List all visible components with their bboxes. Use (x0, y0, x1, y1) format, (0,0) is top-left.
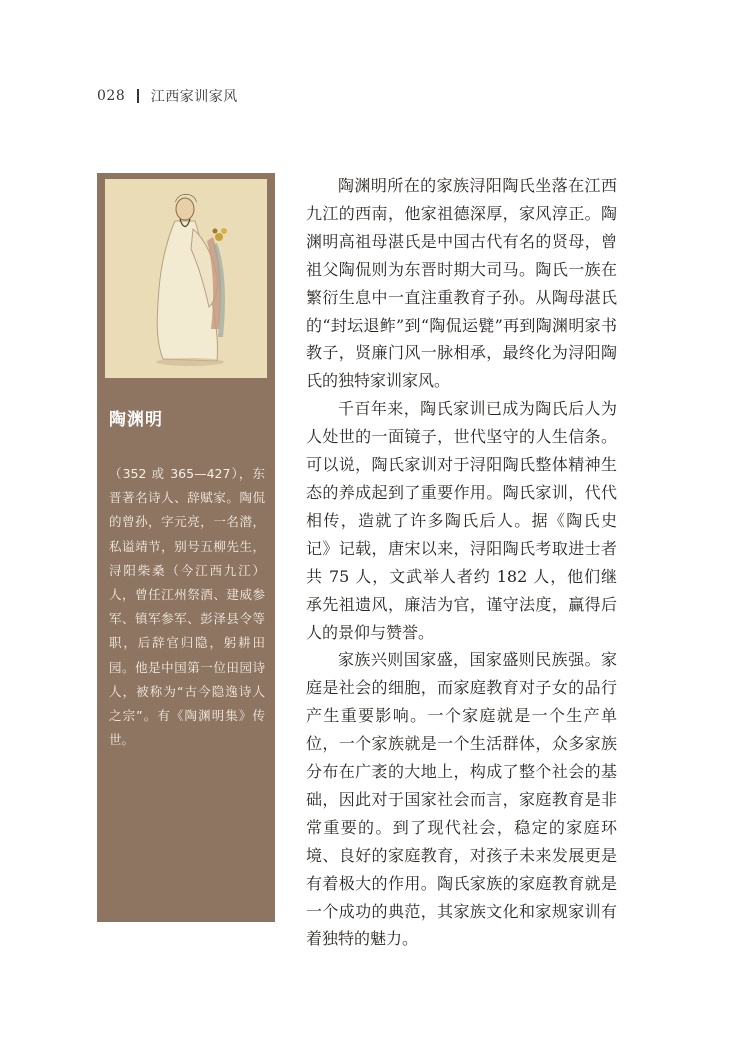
paragraph: 陶渊明所在的家族浔阳陶氏坐落在江西九江的西南，他家祖德深厚，家风淳正。陶渊明高祖母湛氏是中国古代有名的贤母，曾祖父陶侃则为东晋时期大司马。陶氏一族在繁衍生息中一直注重教育子孙。从陶母湛氏的“封坛退鲊”到“陶侃运甓”再到陶渊明家书教子，贤廉门风一脉相承，最终化为浔阳陶氏的独特家训家风。 (306, 176, 617, 391)
header-divider (137, 89, 139, 103)
person-bio: （352 或 365—427），东晋著名诗人、辞赋家。陶侃的曾孙，字元亮，一名潜，私谥靖节，别号五柳先生，浔阳柴桑（今江西九江）人，曾任江州祭酒、建威参军、镇军参军、彭泽县令等职，后辞官归隐，躬耕田园。他是中国第一位田园诗人，被称为“古今隐逸诗人之宗”。有《陶渊明集》传世。 (109, 466, 265, 748)
book-title: 江西家训家风 (150, 89, 238, 105)
person-name: 陶渊明 (109, 410, 163, 430)
page-number: 028 (97, 88, 126, 104)
portrait-image (105, 179, 267, 378)
running-header (97, 86, 238, 106)
sidebar-panel (97, 173, 275, 922)
paragraph: 家族兴则国家盛，国家盛则民族强。家庭是社会的细胞，而家庭教育对子女的品行产生重要影响。一个家庭就是一个生产单位，一个家族就是一个生活群体，众多家族分布在广袤的大地上，构成了整个社会的基础，因此对于国家社会而言，家庭教育是非常重要的。到了现代社会，稳定的家庭环境、良好的家庭教育，对孩子未来发展更是有着极大的作用。陶氏家族的家庭教育就是一个成功的典范，其家族文化和家规家训有着独特的魅力。 (306, 650, 617, 949)
main-text (306, 172, 617, 953)
paragraph: 千百年来，陶氏家训已成为陶氏后人为人处世的一面镜子，世代坚守的人生信条。可以说，陶氏家训对于浔阳陶氏整体精神生态的养成起到了重要作用。陶氏家训，代代相传，造就了许多陶氏后人。据《陶氏史记》记载，唐宋以来，浔阳陶氏考取进士者共 75 人，文武举人者约 182 人，他们继承先祖遗风，廉洁为官，谨守法度，赢得后人的景仰与赞誉。 (306, 399, 617, 642)
